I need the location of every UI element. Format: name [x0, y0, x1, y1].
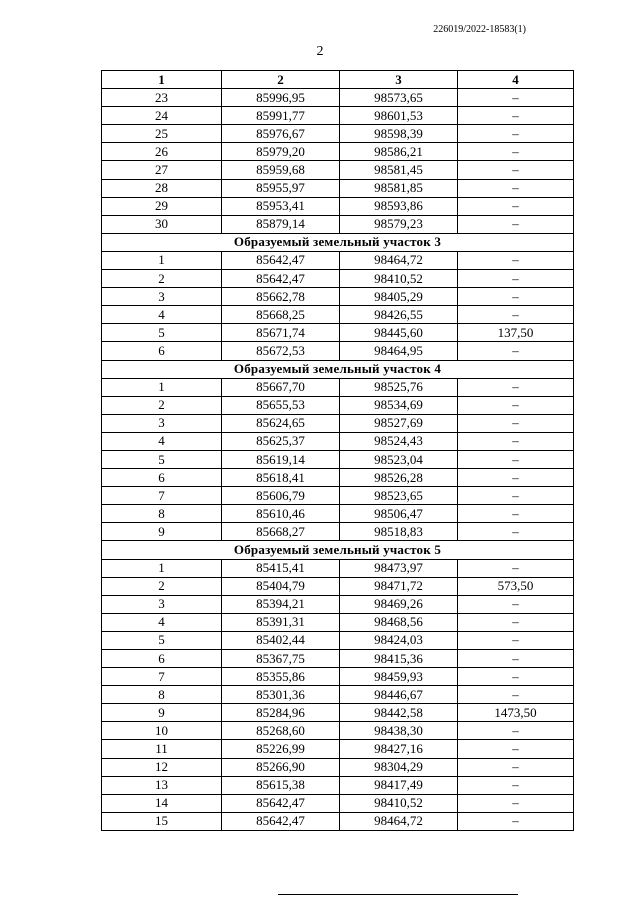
value-cell: – — [458, 143, 574, 161]
table-row — [102, 559, 574, 577]
x-coordinate-cell: 85618,41 — [222, 469, 340, 487]
value-cell: – — [458, 505, 574, 523]
table-row — [102, 306, 574, 324]
y-coordinate-cell: 98593,86 — [340, 197, 458, 215]
table-row — [102, 812, 574, 830]
point-number-cell: 13 — [102, 776, 222, 794]
value-cell: – — [458, 450, 574, 468]
value-cell: – — [458, 306, 574, 324]
y-coordinate-cell: 98523,04 — [340, 450, 458, 468]
x-coordinate-cell: 85671,74 — [222, 324, 340, 342]
x-coordinate-cell: 85402,44 — [222, 631, 340, 649]
point-number-cell: 8 — [102, 505, 222, 523]
column-header: 2 — [222, 71, 340, 89]
y-coordinate-cell: 98534,69 — [340, 396, 458, 414]
point-number-cell: 5 — [102, 450, 222, 468]
y-coordinate-cell: 98445,60 — [340, 324, 458, 342]
point-number-cell: 2 — [102, 270, 222, 288]
table-row — [102, 342, 574, 360]
point-number-cell: 5 — [102, 324, 222, 342]
y-coordinate-cell: 98525,76 — [340, 378, 458, 396]
table-row — [102, 595, 574, 613]
point-number-cell: 4 — [102, 613, 222, 631]
table-row — [102, 505, 574, 523]
x-coordinate-cell: 85404,79 — [222, 577, 340, 595]
table-row — [102, 107, 574, 125]
table-row — [102, 758, 574, 776]
point-number-cell: 24 — [102, 107, 222, 125]
x-coordinate-cell: 85668,25 — [222, 306, 340, 324]
x-coordinate-cell: 85415,41 — [222, 559, 340, 577]
x-coordinate-cell: 85879,14 — [222, 215, 340, 233]
point-number-cell: 6 — [102, 469, 222, 487]
point-number-cell: 6 — [102, 342, 222, 360]
table-row — [102, 251, 574, 269]
x-coordinate-cell: 85610,46 — [222, 505, 340, 523]
table-row — [102, 523, 574, 541]
table-row — [102, 740, 574, 758]
point-number-cell: 6 — [102, 650, 222, 668]
x-coordinate-cell: 85624,65 — [222, 414, 340, 432]
y-coordinate-cell: 98424,03 — [340, 631, 458, 649]
value-cell: – — [458, 523, 574, 541]
x-coordinate-cell: 85642,47 — [222, 812, 340, 830]
x-coordinate-cell: 85959,68 — [222, 161, 340, 179]
point-number-cell: 12 — [102, 758, 222, 776]
point-number-cell: 11 — [102, 740, 222, 758]
point-number-cell: 3 — [102, 414, 222, 432]
y-coordinate-cell: 98473,97 — [340, 559, 458, 577]
table-row — [102, 613, 574, 631]
value-cell: – — [458, 161, 574, 179]
value-cell: – — [458, 686, 574, 704]
value-cell: – — [458, 668, 574, 686]
point-number-cell: 25 — [102, 125, 222, 143]
x-coordinate-cell: 85672,53 — [222, 342, 340, 360]
value-cell: – — [458, 776, 574, 794]
x-coordinate-cell: 85996,95 — [222, 89, 340, 107]
table-row — [102, 668, 574, 686]
y-coordinate-cell: 98573,65 — [340, 89, 458, 107]
table-row — [102, 378, 574, 396]
page-number: 2 — [316, 44, 324, 59]
column-header: 3 — [340, 71, 458, 89]
point-number-cell: 2 — [102, 396, 222, 414]
x-coordinate-cell: 85268,60 — [222, 722, 340, 740]
value-cell: 573,50 — [458, 577, 574, 595]
point-number-cell: 1 — [102, 378, 222, 396]
value-cell: – — [458, 631, 574, 649]
y-coordinate-cell: 98518,83 — [340, 523, 458, 541]
x-coordinate-cell: 85979,20 — [222, 143, 340, 161]
point-number-cell: 4 — [102, 306, 222, 324]
table-row — [102, 650, 574, 668]
y-coordinate-cell: 98524,43 — [340, 432, 458, 450]
x-coordinate-cell: 85625,37 — [222, 432, 340, 450]
y-coordinate-cell: 98410,52 — [340, 794, 458, 812]
value-cell: – — [458, 396, 574, 414]
x-coordinate-cell: 85976,67 — [222, 125, 340, 143]
value-cell: – — [458, 595, 574, 613]
value-cell: – — [458, 288, 574, 306]
point-number-cell: 10 — [102, 722, 222, 740]
y-coordinate-cell: 98527,69 — [340, 414, 458, 432]
value-cell: – — [458, 740, 574, 758]
point-number-cell: 2 — [102, 577, 222, 595]
table-row — [102, 125, 574, 143]
y-coordinate-cell: 98579,23 — [340, 215, 458, 233]
table-row — [102, 704, 574, 722]
table-body — [102, 89, 574, 831]
x-coordinate-cell: 85615,38 — [222, 776, 340, 794]
value-cell: – — [458, 179, 574, 197]
section-title: Образуемый земельный участок 3 — [102, 233, 574, 251]
value-cell: – — [458, 89, 574, 107]
value-cell: – — [458, 125, 574, 143]
x-coordinate-cell: 85655,53 — [222, 396, 340, 414]
x-coordinate-cell: 85391,31 — [222, 613, 340, 631]
y-coordinate-cell: 98526,28 — [340, 469, 458, 487]
x-coordinate-cell: 85355,86 — [222, 668, 340, 686]
section-title-row — [102, 360, 574, 378]
table-row — [102, 631, 574, 649]
table-row — [102, 197, 574, 215]
point-number-cell: 9 — [102, 704, 222, 722]
table-row — [102, 215, 574, 233]
value-cell: – — [458, 650, 574, 668]
value-cell: – — [458, 414, 574, 432]
column-header: 4 — [458, 71, 574, 89]
y-coordinate-cell: 98427,16 — [340, 740, 458, 758]
y-coordinate-cell: 98586,21 — [340, 143, 458, 161]
table-header-row — [102, 71, 574, 89]
x-coordinate-cell: 85367,75 — [222, 650, 340, 668]
y-coordinate-cell: 98464,72 — [340, 812, 458, 830]
y-coordinate-cell: 98405,29 — [340, 288, 458, 306]
value-cell: – — [458, 432, 574, 450]
table-row — [102, 324, 574, 342]
value-cell: – — [458, 215, 574, 233]
table-row — [102, 469, 574, 487]
point-number-cell: 29 — [102, 197, 222, 215]
y-coordinate-cell: 98459,93 — [340, 668, 458, 686]
y-coordinate-cell: 98471,72 — [340, 577, 458, 595]
value-cell: – — [458, 197, 574, 215]
value-cell: – — [458, 107, 574, 125]
y-coordinate-cell: 98446,67 — [340, 686, 458, 704]
table-row — [102, 722, 574, 740]
point-number-cell: 8 — [102, 686, 222, 704]
section-title-row — [102, 541, 574, 559]
point-number-cell: 9 — [102, 523, 222, 541]
x-coordinate-cell: 85619,14 — [222, 450, 340, 468]
value-cell: – — [458, 251, 574, 269]
value-cell: – — [458, 342, 574, 360]
x-coordinate-cell: 85642,47 — [222, 270, 340, 288]
table-row — [102, 577, 574, 595]
y-coordinate-cell: 98426,55 — [340, 306, 458, 324]
table-row — [102, 776, 574, 794]
point-number-cell: 7 — [102, 668, 222, 686]
point-number-cell: 15 — [102, 812, 222, 830]
coordinates-table — [101, 70, 574, 831]
x-coordinate-cell: 85301,36 — [222, 686, 340, 704]
y-coordinate-cell: 98469,26 — [340, 595, 458, 613]
column-header: 1 — [102, 71, 222, 89]
footer-rule — [278, 894, 518, 895]
x-coordinate-cell: 85394,21 — [222, 595, 340, 613]
value-cell: – — [458, 613, 574, 631]
table-row — [102, 414, 574, 432]
table-row — [102, 686, 574, 704]
value-cell: – — [458, 559, 574, 577]
table-row — [102, 143, 574, 161]
y-coordinate-cell: 98417,49 — [340, 776, 458, 794]
value-cell: – — [458, 487, 574, 505]
y-coordinate-cell: 98442,58 — [340, 704, 458, 722]
value-cell: – — [458, 758, 574, 776]
point-number-cell: 1 — [102, 251, 222, 269]
value-cell: 137,50 — [458, 324, 574, 342]
value-cell: 1473,50 — [458, 704, 574, 722]
table-row — [102, 432, 574, 450]
point-number-cell: 3 — [102, 288, 222, 306]
x-coordinate-cell: 85284,96 — [222, 704, 340, 722]
table-row — [102, 270, 574, 288]
x-coordinate-cell: 85662,78 — [222, 288, 340, 306]
point-number-cell: 14 — [102, 794, 222, 812]
point-number-cell: 3 — [102, 595, 222, 613]
y-coordinate-cell: 98601,53 — [340, 107, 458, 125]
document-number: 226019/2022-18583(1) — [433, 24, 526, 35]
y-coordinate-cell: 98464,72 — [340, 251, 458, 269]
point-number-cell: 27 — [102, 161, 222, 179]
x-coordinate-cell: 85991,77 — [222, 107, 340, 125]
x-coordinate-cell: 85642,47 — [222, 794, 340, 812]
table-row — [102, 288, 574, 306]
value-cell: – — [458, 270, 574, 288]
x-coordinate-cell: 85266,90 — [222, 758, 340, 776]
y-coordinate-cell: 98523,65 — [340, 487, 458, 505]
section-title: Образуемый земельный участок 5 — [102, 541, 574, 559]
section-title: Образуемый земельный участок 4 — [102, 360, 574, 378]
table-row — [102, 89, 574, 107]
table-row — [102, 450, 574, 468]
y-coordinate-cell: 98415,36 — [340, 650, 458, 668]
x-coordinate-cell: 85953,41 — [222, 197, 340, 215]
x-coordinate-cell: 85606,79 — [222, 487, 340, 505]
x-coordinate-cell: 85226,99 — [222, 740, 340, 758]
y-coordinate-cell: 98581,45 — [340, 161, 458, 179]
point-number-cell: 4 — [102, 432, 222, 450]
y-coordinate-cell: 98506,47 — [340, 505, 458, 523]
y-coordinate-cell: 98581,85 — [340, 179, 458, 197]
y-coordinate-cell: 98468,56 — [340, 613, 458, 631]
point-number-cell: 1 — [102, 559, 222, 577]
value-cell: – — [458, 722, 574, 740]
y-coordinate-cell: 98598,39 — [340, 125, 458, 143]
y-coordinate-cell: 98304,29 — [340, 758, 458, 776]
table-row — [102, 794, 574, 812]
x-coordinate-cell: 85668,27 — [222, 523, 340, 541]
y-coordinate-cell: 98410,52 — [340, 270, 458, 288]
point-number-cell: 30 — [102, 215, 222, 233]
y-coordinate-cell: 98438,30 — [340, 722, 458, 740]
point-number-cell: 23 — [102, 89, 222, 107]
value-cell: – — [458, 469, 574, 487]
table-row — [102, 396, 574, 414]
y-coordinate-cell: 98464,95 — [340, 342, 458, 360]
x-coordinate-cell: 85955,97 — [222, 179, 340, 197]
value-cell: – — [458, 812, 574, 830]
x-coordinate-cell: 85667,70 — [222, 378, 340, 396]
table-row — [102, 179, 574, 197]
table-row — [102, 161, 574, 179]
point-number-cell: 5 — [102, 631, 222, 649]
point-number-cell: 26 — [102, 143, 222, 161]
point-number-cell: 7 — [102, 487, 222, 505]
value-cell: – — [458, 794, 574, 812]
value-cell: – — [458, 378, 574, 396]
point-number-cell: 28 — [102, 179, 222, 197]
table-row — [102, 487, 574, 505]
section-title-row — [102, 233, 574, 251]
x-coordinate-cell: 85642,47 — [222, 251, 340, 269]
